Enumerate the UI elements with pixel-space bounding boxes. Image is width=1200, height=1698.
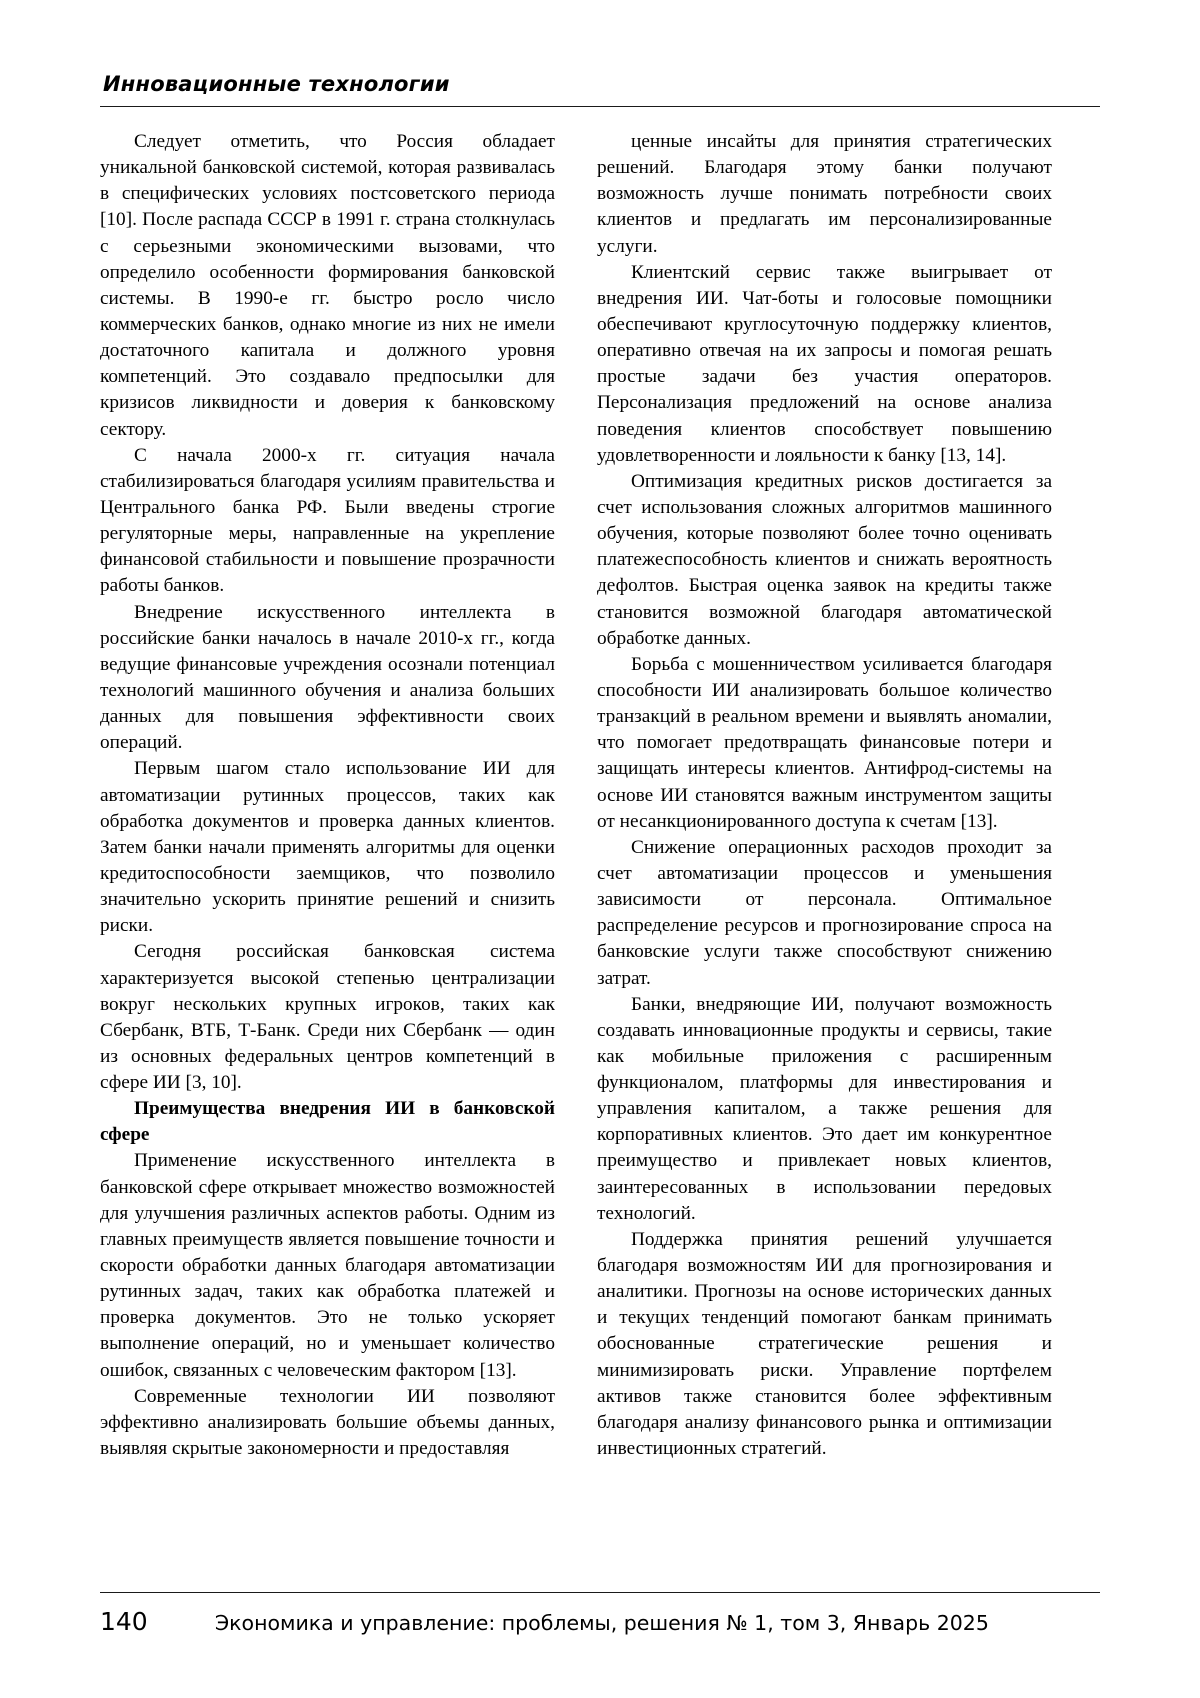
paragraph: Клиентский сервис также выигрывает от внедрения ИИ. Чат-боты и голосовые помощники обеспечивают круглосуточную поддержку клиентов, оперативно отвечая на их запросы и помогая решать простые задачи без участия операторов. Персонализация предложений на основе анализа поведения клиентов способствует повышению удовлетворенности и лояльности к банку [13, 14]. xyxy=(597,261,1052,466)
paragraph: Поддержка принятия решений улучшается благодаря возможностям ИИ для прогнозирования и аналитики. Прогнозы на основе исторических данных и текущих тенденций помогают банкам принимать обоснованные стратегические решения и минимизировать риски. Управление портфелем активов также становится более эффективным благодаря анализу финансового рынка и оптимизации инвестиционных стратегий. xyxy=(597,1228,1052,1460)
header-divider xyxy=(100,106,1100,107)
paragraph: Оптимизация кредитных рисков достигается за счет использования сложных алгоритмов машинного обучения, которые позволяют более точно оценивать платежеспособность клиентов и снижать вероятность дефолтов. Быстрая оценка заявок на кредиты также становится возможной благодаря автоматической обработке данных. xyxy=(597,470,1052,649)
column-right xyxy=(597,129,1052,1460)
paragraph: Банки, внедряющие ИИ, получают возможность создавать инновационные продукты и сервисы, такие как мобильные приложения с расширенным функционалом, платформы для инвестирования и управления капиталом, а также решения для корпоративных клиентов. Это дает им конкурентное преимущество и привлекает новых клиентов, заинтересованных в использовании передовых технологий. xyxy=(597,993,1052,1224)
section-subheading: Преимущества внедрения ИИ в банковской сфере xyxy=(100,1098,555,1146)
footer-divider xyxy=(100,1592,1100,1593)
page-footer xyxy=(100,1592,1100,1636)
paragraph: ценные инсайты для принятия стратегических решений. Благодаря этому банки получают возможность лучше понимать потребности своих клиентов и предлагать им персонализированные услуги. xyxy=(597,131,1052,257)
paragraph: Следует отметить, что Россия обладает уникальной банковской системой, которая развивалась в специфических условиях постсоветского периода [10]. После распада СССР в 1991 г. страна столкнулась с серьезными экономическими вызовами, что определило особенности формирования банковской системы. В 1990-е гг. быстро росло число коммерческих банков, однако многие из них не имели достаточного капитала и должного уровня компетенций. Это создавало предпосылки для кризисов ликвидности и доверия к банковскому сектору. xyxy=(100,131,555,440)
article-body xyxy=(100,129,1100,1460)
paragraph: Сегодня российская банковская система характеризуется высокой степенью централизации вокруг нескольких крупных игроков, таких как Сбербанк, ВТБ, Т-Банк. Среди них Сбербанк — один из основных федеральных центров компетенций в сфере ИИ [3, 10]. xyxy=(100,941,555,1094)
page-number: 140 xyxy=(100,1607,148,1636)
paragraph: Борьба с мошенничеством усиливается благодаря способности ИИ анализировать большое количество транзакций в реальном времени и выявлять аномалии, что помогает предотвращать финансовые потери и защищать интересы клиентов. Антифрод-системы на основе ИИ становятся важным инструментом защиты от несанкционированного доступа к счетам [13]. xyxy=(597,653,1052,832)
paragraph: Первым шагом стало использование ИИ для автоматизации рутинных процессов, таких как обработка документов и проверка данных клиентов. Затем банки начали применять алгоритмы для оценки кредитоспособности заемщиков, что позволило значительно ускорить принятие решений и снизить риски. xyxy=(100,758,555,937)
journal-citation: Экономика и управление: проблемы, решения № 1, том 3, Январь 2025 xyxy=(214,1611,989,1635)
paragraph: Применение искусственного интеллекта в банковской сфере открывает множество возможностей для улучшения различных аспектов работы. Одним из главных преимуществ является повышение точности и скорости обработки данных благодаря автоматизации рутинных задач, таких как обработка платежей и проверка документов. Это не только ускоряет выполнение операций, но и уменьшает количество ошибок, связанных с человеческим фактором [13]. xyxy=(100,1150,555,1381)
column-left xyxy=(100,129,555,1460)
paragraph: Внедрение искусственного интеллекта в российские банки началось в начале 2010-х гг., когда ведущие финансовые учреждения осознали потенциал технологий машинного обучения и анализа больших данных для повышения эффективности своих операций. xyxy=(100,601,555,754)
running-head: Инновационные технологии xyxy=(103,72,450,96)
paragraph: С начала 2000-х гг. ситуация начала стабилизироваться благодаря усилиям правительства и Центрального банка РФ. Были введены строгие регуляторные меры, направленные на укрепление финансовой стабильности и повышение прозрачности работы банков. xyxy=(100,444,555,597)
paragraph: Современные технологии ИИ позволяют эффективно анализировать большие объемы данных, выявляя скрытые закономерности и предоставляя xyxy=(100,1385,555,1460)
paragraph: Снижение операционных расходов проходит за счет автоматизации процессов и уменьшения зависимости от персонала. Оптимальное распределение ресурсов и прогнозирование спроса на банковские услуги также способствуют снижению затрат. xyxy=(597,836,1052,989)
